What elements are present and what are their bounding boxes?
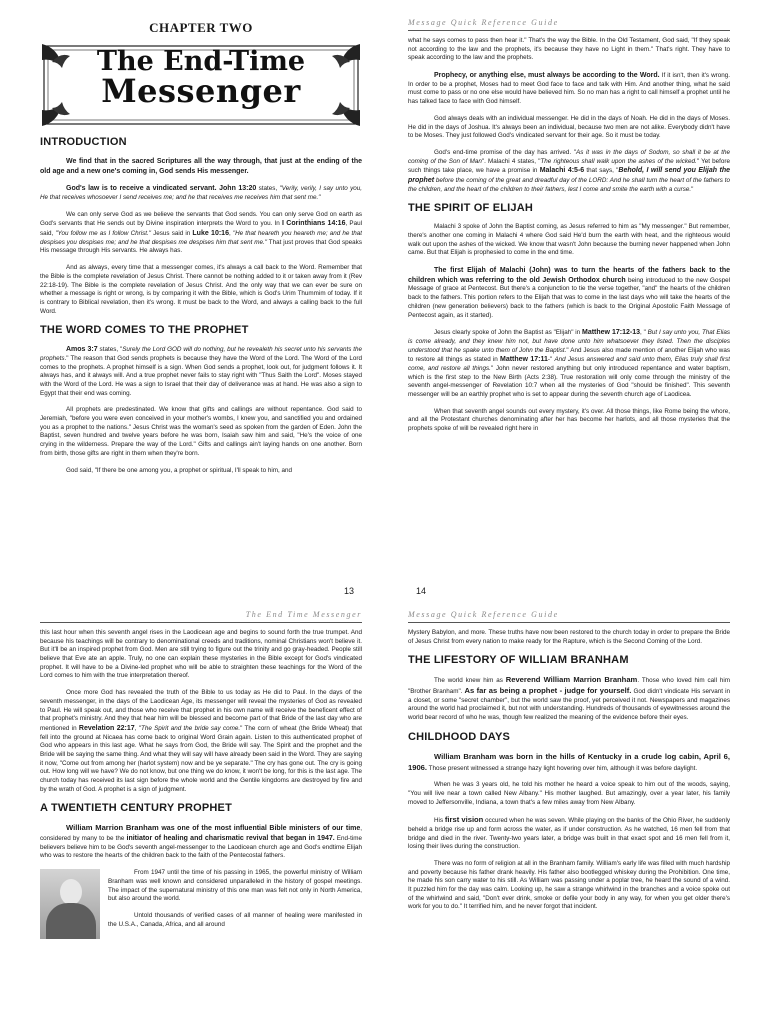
running-head: Message Quick Reference Guide: [408, 18, 730, 31]
paragraph: From 1947 until the time of his passing in 1965, the powerful ministry of William Branham was well known and considered unparalleled in the history of gospel meetings. The impact of the supernatural ministry of this one man was felt not only in North America, but also around the world.: [108, 869, 362, 903]
paragraph: William Marrion Branham was one of the most influential Bible ministers of our time, considered by many to be the initiator of healing and charismatic revival that began in 1947. End-time believers believe him to be God's seventh angel-messenger to the Laodicean church age and God's endtime Elijah who was to restore the hearts of the children back to the faith of the Pentecostal fathers.: [40, 823, 362, 860]
section-heading-lifestory: THE LIFESTORY OF WILLIAM BRANHAM: [408, 654, 629, 667]
paragraph: All prophets are predestinated. We know that gifts and callings are without repentance. God said to Jeremiah, "before you were even conceived in your mother's wombs, I knew you, and sanctified you and ordained you as a prophet to the nations." Jesus Christ was the woman's seed as spoken from the garden of Eden. John the Baptist, seven hundred and twelve years before he was born, Isaiah saw him and said, "He's the voice of one crying in the wilderness. Prepare the way of the Lord." Gifts and callings ain't laying hands on one another. Born from birth, those gifts are right in them when they're born.: [40, 406, 362, 457]
paragraph: And as always, every time that a messenger comes, it's always a call back to the Word. Remember that the Bible is the complete revelation of Jesus Christ. There cannot be nothing added to it or taken away from it (Rev 22:18-19). The Bible is the complete revelation of Jesus Christ. And the only way that we can ever be sure on whether a message is right or wrong, is by comparing it with the Bible, which is God's Urim Thummim of today. If it is contrary to Biblical revelation, then it's wrong. It must be back to the Word, and always a calling back to the full Word.: [40, 264, 362, 315]
paragraph: Mystery Babylon, and more. These truths have now been restored to the church today in order to prepare the Bride of Jesus Christ from every nation to make ready for the Rapture, which is the Second Coming of the Lord.: [408, 629, 730, 645]
page-number: 14: [416, 586, 427, 596]
section-heading-twentieth-century: A TWENTIETH CENTURY PROPHET: [40, 802, 232, 815]
page-number: 13: [343, 586, 354, 596]
paragraph: We can only serve God as we believe the servants that God sends. You can only serve God on earth as God's servants that He sends out by Divine inspiration interprets the Word to you. In I Corinthians 14:16, Paul said, "You follow me as I follow Christ." Jesus said in Luke 10:16, "He that heareth you heareth me; and he that despises you despises me; and he that despises me despises him that sent me." That just proves that God speaks His message through His servants. He always has.: [40, 210, 362, 255]
running-head: Message Quick Reference Guide: [408, 610, 730, 623]
section-heading-childhood: CHILDHOOD DAYS: [408, 730, 511, 743]
running-head: The End Time Messenger: [40, 610, 362, 623]
paragraph: Jesus clearly spoke of John the Baptist as "Elijah" in Matthew 17:12-13, " But I say unto you, That Elias is come already, and they knew him not, but have done unto him whatsoever they listed. Then the disciples understood that he spake unto them of John the Baptist." And Jesus also made mention of another Elijah who was to restore all things as stated in Matthew 17:11-" And Jesus answered and said unto them, Elias truly shall first come, and restore all things." John never restored anything but only introduced repentance and water baptism, which is the first step to the New Birth (Acts 2:38). True restoration will only come through the ministry of the seventh angel-messenger of Revelation 10:7 when all the mysteries of God "should be finished". This seventh messenger will be an earthly prophet who is set to appear during the seventh church age of Laodicea.: [408, 329, 730, 398]
paragraph: When he was 3 years old, he told his mother he heard a voice speak to him out of the woods, saying, "You will live near a town called New Albany." His mother laughed. But amazingly, over a year later, his family moved to Jeffersonville, Indiana, a town that's a few miles away from New Albany.: [408, 781, 730, 806]
page-16: [408, 610, 730, 1024]
page-14: [408, 18, 730, 598]
banner-title-line2: Messenger: [101, 72, 301, 110]
paragraph: God's end-time promise of the day has arrived. "As it was in the days of Sodom, so shall it be at the coming of the Son of Man". Malachi 4 states, "The righteous shall walk upon the ashes of the wicked." Yet before such things take place, we have a promise in Malachi 4:5-6 that says, "Behold, I will send you Elijah the prophet before the coming of the great and dreadful day of the LORD: And he shall turn the heart of the fathers to the children, and the heart of the children to their fathers, lest I come and smite the earth with a curse.": [408, 148, 730, 193]
photo-caption-text: [108, 869, 362, 939]
paragraph: We find that in the sacred Scriptures all the way through, that just at the ending of the old age and a new one's coming in, God sends His messenger.: [40, 158, 362, 175]
branham-photo: [40, 869, 100, 939]
photo-row: [40, 869, 362, 939]
chapter-heading: CHAPTER TWO: [149, 20, 253, 35]
paragraph: God's law is to receive a vindicated servant. John 13:20 states, "Verily, verily, I say unto you, He that receives whosoever I send receives me; and he that receives me receives him that sent me.": [40, 185, 362, 201]
banner-title-line1: The End-Time: [96, 46, 306, 77]
paragraph: what he says comes to pass then hear it." That's the way the Bible. In the Old Testament, God said, "If they speak not according to the law and the prophets, it's because they have no Light in them." That's right. They have to speak according to the law and the prophets.: [408, 37, 730, 62]
title-banner: [40, 42, 362, 128]
paragraph: this last hour when this seventh angel rises in the Laodicean age and begins to sound forth the true trumpet. And because his teachings will be contrary to denominational creeds and traditions, nominal Christians won't believe it. But it'll be an inspired prophet from God. Men are still trying to figure out the trinity and go gray-headed. People still believe that Eve ate an apple. Truly, no one can explain these mysteries in the Bible except for God's vindicated prophet. It will have to be a Divine-led prophet who will be able to straighten these teachings for the Word of the Lord comes to him with the true interpretation thereof.: [40, 629, 362, 680]
paragraph: Once more God has revealed the truth of the Bible to us today as He did to Paul. In the days of the seventh messenger, in the days of the Laodicean Age, its messenger will reveal the mysteries of God as revealed to Paul. He will speak out, and those who receive that prophet in his own name will receive the beneficent effect of that prophet's ministry. And they that hear him will be blessed and become part of that Bride of the last day who are mentioned in Revelation 22:17, "The Spirit and the bride say come." The corn of wheat (the Bride Wheat) that fell into the ground at Nicaea has come back to original Word Grain again. Listen to this authenticated prophet of God who appears in this last age. What he says from God, the Bride will say. The Spirit and the prophet and the Bride will be saying the same thing. And what they will say will have already been said in the Word. They are saying it now, "Come out from among her (harlot system) now and be ye separate." The cry has gone out. The cry is going out. How long will we have? We do not know, but one thing we do know, it won't be long, for this is the last age. The church today has received its last sign before the whole world and the Gentile kingdoms are destroyed by fire and by the wrath of God. A prophet is a sign of judgment.: [40, 689, 362, 793]
banner-title: [40, 46, 362, 110]
page-13: [40, 18, 362, 598]
paragraph: William Branham was born in the hills of Kentucky in a crude log cabin, April 6, 1906. Those present witnessed a strange hazy light hovering over him, although it was before daylight.: [408, 751, 730, 772]
paragraph: Untold thousands of verified cases of all manner of healing were manifested in the U.S.A., Canada, Africa, and all around: [108, 911, 362, 928]
paragraph: When that seventh angel sounds out every mystery, it's over. All those things, like Rome being the whore, and all the Protestant churches denominating after her has become her harlots, and all those mysteries that the prophets spoke of will be revealed right here in: [408, 407, 730, 433]
paragraph: God said, "If there be one among you, a prophet or spiritual, I'll speak to him, and: [66, 466, 293, 474]
paragraph: Amos 3:7 states, "Surely the Lord GOD will do nothing, but he revealeth his secret unto his servants the prophets." The reason that God sends prophets is because they have the Word of the Lord. The Word of the Lord comes to the prophets. A prophet himself is a sign. When God sends a prophet, look out, for judgment follows it. It always has, and it always will. And a true prophet never fails to stay right with "Thus Saith the Lord". Moses stayed with the Word of the Lord. He was a sign to Israel that their day of deliverance was at hand. He was also a sign to Egypt that their end was coming.: [40, 346, 362, 397]
paragraph: His first vision occured when he was seven. While playing on the banks of the Ohio River, he suddenly beheld a bridge rise up and form across the water, as if under construction. As he watched, 16 men fell from that bridge and died in the river. Twenty-two years later, a bridge was built in that exact spot and 16 men fell from it, losing their lives during the construction.: [408, 815, 730, 851]
paragraph: The first Elijah of Malachi (John) was to turn the hearts of the fathers back to the children which was referring to the old Jewish Orthodox church being introduced to the new Gospel Message of grace at Pentecost. But there's a conjunction to tie the verse together, "and" the hearts of the children back to the fathers. This portion refers to the Elijah that was to come in the last days who will take the hearts of the children (new generation believers) back to the fathers (which is back to the Original Apostolic Faith Message of Pentecost again, as it started).: [408, 267, 730, 319]
paragraph: Prophecy, or anything else, must always be according to the Word. If it isn't, then it's wrong. In order to be a prophet, Moses had to meet God face to face and talk with Him. And another thing, what he said must come to pass or no one else would have believed him. So no man has a right to call himself a prophet until he has talked face to face with God himself.: [408, 72, 730, 106]
paragraph: Malachi 3 spoke of John the Baptist coming, as Jesus referred to him as "My messenger." But remember, there's another one coming in Malachi 4 where God said He'd burn the earth with heat, and the righteous would walk out upon the ashes of the wicked. We know that wasn't John because the burning never happened when John came. But that Elijah is prophesied to come in the end time.: [408, 223, 730, 257]
paragraph: God always deals with an individual messenger. He did in the days of Noah. He did in the days of Moses. He did in the days of Joshua. It's always been an individual, because two men are not alike. Everybody didn't have to be Moses. They just followed God's vindicated servant for their age. So it must be today.: [408, 114, 730, 140]
paragraph: The world knew him as Reverend William Marrion Branham. Those who loved him call him "Brother Branham". As far as being a prophet - judge for yourself. God didn't vindicate His servant in a closet, or some "secret chamber", but the world saw the proof, yet perceived it not. Newspapers and magazines around the world had proclaimed it, but not with understanding. Hundreds of thousands of eyewitnesses around the world bear record of who he was, though few realized the meaning of the evidence before their eyes.: [408, 675, 730, 722]
paragraph: There was no form of religion at all in the Branham family. William's early life was filled with much hardship and poverty because his father drank heavily. His father also bootlegged whiskey during the Prohibition. One time, he made his son carry water to his still. As William was passing under a poplar tree, he heard the sound of a wind. It puzzled him for the day was calm. Looking up, he saw a strange whirlwind in the branches and a voice spoke out of the whirlwind and said, "Don't ever drink, smoke or defile your body in any way, for when you get older there's work for you to do." It terrified him, and he never forgot that incident.: [408, 860, 730, 911]
page-15: [40, 610, 362, 1024]
section-heading-word-comes: THE WORD COMES TO THE PROPHET: [40, 324, 249, 337]
section-heading-introduction: INTRODUCTION: [40, 136, 127, 148]
section-heading-spirit-of-elijah: THE SPIRIT OF ELIJAH: [408, 202, 534, 215]
